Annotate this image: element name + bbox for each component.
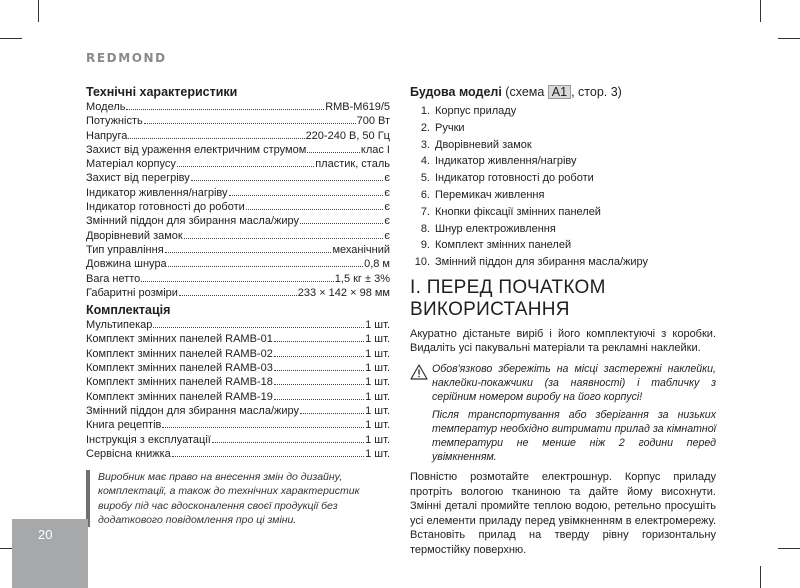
specs-row	[86, 114, 390, 128]
list-item	[410, 221, 716, 238]
dot-leader	[300, 404, 364, 414]
page-number: 20	[38, 527, 53, 542]
row-value: є	[384, 172, 390, 185]
list-item-number: 4.	[420, 155, 430, 168]
kit-row	[86, 332, 390, 346]
dot-leader	[191, 171, 384, 181]
kit-row	[86, 418, 390, 432]
row-value: клас I	[360, 143, 390, 156]
specs-row	[86, 129, 390, 143]
row-value: є	[384, 201, 390, 214]
dot-leader	[144, 114, 356, 124]
list-item	[410, 204, 716, 221]
kit-row	[86, 447, 390, 461]
left-column	[86, 84, 390, 527]
dot-leader	[274, 347, 364, 357]
warning-text-2: Після транспортування або зберігання за низьких температур необхідно витримати прилад за кімнатної температури не менше ніж 2 години перед увімкненням.	[432, 408, 716, 464]
body-paragraph: Повністю розмотайте електрошнур. Корпус приладу протріть вологою тканиною та дайте йому висохнути. Змінні деталі промийте теплою водою, ретельно просушіть усі елементи приладу перед увімкненням в електромережу. Встановіть прилад на тверду рівну горизонтальну термостійку поверхню.	[410, 471, 716, 556]
row-label: Змінний піддон для збирання масла/жиру	[86, 215, 300, 228]
row-label: Тип управління	[86, 243, 164, 256]
dot-leader	[229, 186, 384, 196]
row-label: Мультипекар	[86, 319, 153, 332]
row-value: 1 шт.	[365, 447, 390, 460]
specs-row	[86, 272, 390, 286]
specs-row	[86, 257, 390, 271]
dot-leader	[274, 375, 364, 385]
build-heading	[410, 84, 716, 100]
crop-mark	[760, 566, 761, 588]
list-item	[410, 187, 716, 204]
list-item-number: 7.	[420, 205, 430, 218]
kit-row	[86, 375, 390, 389]
crop-mark	[760, 0, 761, 22]
dot-leader	[162, 418, 364, 428]
scheme-tag: A1	[548, 85, 571, 99]
list-item-number: 9.	[420, 239, 430, 252]
row-value: є	[384, 186, 390, 199]
crop-mark	[38, 0, 39, 22]
dot-leader	[126, 100, 324, 110]
row-label: Напруга	[86, 129, 128, 142]
dot-leader	[165, 243, 332, 253]
row-label: Комплект змінних панелей RAMB-19	[86, 390, 273, 403]
row-label: Змінний піддон для збирання масла/жиру	[86, 404, 300, 417]
row-value: 1,5 кг ± 3%	[334, 272, 390, 285]
warning-icon	[410, 362, 432, 464]
dot-leader	[307, 143, 360, 153]
intro-paragraph: Акуратно дістаньте виріб і його комплектуючі з коробки. Видаліть усі пакувальні матеріали та рекламні наклейки.	[410, 327, 716, 355]
row-label: Довжина шнура	[86, 258, 167, 271]
dot-leader	[141, 272, 333, 282]
list-item-number: 3.	[420, 138, 430, 151]
row-value: є	[384, 229, 390, 242]
dot-leader	[212, 433, 364, 443]
list-item-text: Комплект змінних панелей	[435, 239, 572, 252]
row-value: 1 шт.	[365, 376, 390, 389]
row-label: Захист від перегріву	[86, 172, 190, 185]
row-value: 0,8 м	[364, 258, 390, 271]
right-column	[410, 84, 716, 557]
dot-leader	[184, 229, 384, 239]
row-value: механічний	[332, 243, 390, 256]
kit-row	[86, 433, 390, 447]
row-label: Сервісна книжка	[86, 447, 171, 460]
dot-leader	[246, 200, 384, 210]
row-value: 700 Вт	[356, 115, 390, 128]
specs-heading: Технічні характеристики	[86, 85, 238, 99]
dot-leader	[177, 157, 314, 167]
kit-heading: Комплектація	[86, 303, 171, 318]
parts-list	[410, 103, 716, 271]
row-label: Комплект змінних панелей RAMB-01	[86, 333, 273, 346]
specs-row	[86, 157, 390, 171]
specs-row	[86, 143, 390, 157]
row-value: пластик, сталь	[315, 158, 390, 171]
row-label: Захист від ураження електричним струмом	[86, 143, 307, 156]
list-item-text: Індикатор готовності до роботи	[435, 172, 594, 185]
list-item-text: Шнур електроживлення	[435, 222, 556, 235]
specs-row	[86, 243, 390, 257]
list-item	[410, 137, 716, 154]
list-item-text: Ручки	[435, 121, 465, 134]
scheme-prefix: (схема	[501, 85, 548, 99]
row-label: Комплект змінних панелей RAMB-02	[86, 347, 273, 360]
scheme-suffix: , стор. 3)	[571, 85, 622, 99]
row-label: Комплект змінних панелей RAMB-18	[86, 376, 273, 389]
row-value: 1 шт.	[365, 419, 390, 432]
specs-row	[86, 229, 390, 243]
kit-row	[86, 347, 390, 361]
list-item	[410, 120, 716, 137]
build-heading-title: Будова моделі	[410, 85, 502, 99]
warning-block	[410, 362, 716, 464]
row-value: 220-240 В, 50 Гц	[305, 129, 390, 142]
list-item	[410, 153, 716, 170]
specs-row	[86, 214, 390, 228]
crop-mark	[778, 548, 800, 549]
kit-list	[86, 318, 390, 461]
specs-row	[86, 171, 390, 185]
row-value: 233 × 142 × 98 мм	[297, 286, 390, 299]
list-item-text: Корпус приладу	[435, 105, 517, 117]
row-label: Габаритні розміри	[86, 286, 178, 299]
dot-leader	[274, 332, 364, 342]
row-label: Матеріал корпусу	[86, 158, 176, 171]
row-value: є	[384, 215, 390, 228]
list-item-number: 6.	[420, 188, 430, 201]
row-label: Вага нетто	[86, 272, 141, 285]
list-item-text: Змінний піддон для збирання масла/жиру	[435, 256, 649, 269]
brand-logo: REDMOND	[86, 51, 167, 65]
row-value: 1 шт.	[365, 319, 390, 332]
kit-row	[86, 404, 390, 418]
section-title: I. ПЕРЕД ПОЧАТКОМ ВИКОРИСТАННЯ	[410, 276, 606, 320]
manufacturer-note-text: Виробник має право на внесення змін до дизайну, комплектації, а також до технічних характеристик виробу під час вдосконалення своєї продукції без додаткового повідомлення про ці зміни.	[98, 471, 360, 526]
list-item-text: Перемикач живлення	[435, 188, 545, 201]
dot-leader	[153, 318, 364, 328]
row-label: Модель	[86, 101, 126, 113]
specs-row	[86, 100, 390, 114]
row-value: 1 шт.	[365, 390, 390, 403]
dot-leader	[128, 129, 304, 139]
specs-row	[86, 186, 390, 200]
dot-leader	[168, 257, 363, 267]
crop-mark	[0, 38, 22, 39]
row-value: 1 шт.	[365, 362, 390, 375]
row-label: Комплект змінних панелей RAMB-03	[86, 362, 273, 375]
row-label: Потужність	[86, 115, 143, 128]
manufacturer-note	[86, 470, 390, 527]
dot-leader	[274, 390, 364, 400]
kit-row	[86, 361, 390, 375]
warning-text-1: Обов'язково збережіть на місці застережні наклейки, наклейки-покажчики (за наявності) і табличку з серійним номером виробу на його корпусі!	[432, 362, 716, 404]
specs-row	[86, 200, 390, 214]
row-value: 1 шт.	[365, 433, 390, 446]
dot-leader	[274, 361, 364, 371]
row-value: 1 шт.	[365, 347, 390, 360]
list-item	[410, 254, 716, 271]
list-item-text: Індикатор живлення/нагріву	[435, 155, 577, 168]
list-item-number: 1.	[420, 105, 430, 117]
row-value: 1 шт.	[365, 333, 390, 346]
dot-leader	[179, 286, 297, 296]
list-item-number: 10.	[414, 256, 430, 269]
list-item	[410, 103, 716, 120]
row-value: 1 шт.	[365, 404, 390, 417]
specs-list	[86, 100, 390, 300]
list-item-text: Дворівневий замок	[435, 138, 532, 151]
specs-row	[86, 286, 390, 300]
kit-row	[86, 390, 390, 404]
row-label: Книга рецептів	[86, 419, 162, 432]
dot-leader	[300, 214, 383, 224]
list-item	[410, 170, 716, 187]
dot-leader	[172, 447, 364, 457]
row-label: Інструкція з експлуатації	[86, 433, 211, 446]
row-label: Індикатор готовності до роботи	[86, 201, 245, 214]
list-item-number: 2.	[420, 121, 430, 134]
row-value: RMB-M619/5	[325, 101, 390, 113]
list-item	[410, 237, 716, 254]
crop-mark	[778, 38, 800, 39]
list-item-text: Кнопки фіксації змінних панелей	[435, 205, 601, 218]
list-item-number: 5.	[420, 172, 430, 185]
page-number-box	[12, 519, 88, 588]
row-label: Індикатор живлення/нагріву	[86, 186, 228, 199]
list-item-number: 8.	[420, 222, 430, 235]
kit-row	[86, 318, 390, 332]
row-label: Дворівневий замок	[86, 229, 183, 242]
